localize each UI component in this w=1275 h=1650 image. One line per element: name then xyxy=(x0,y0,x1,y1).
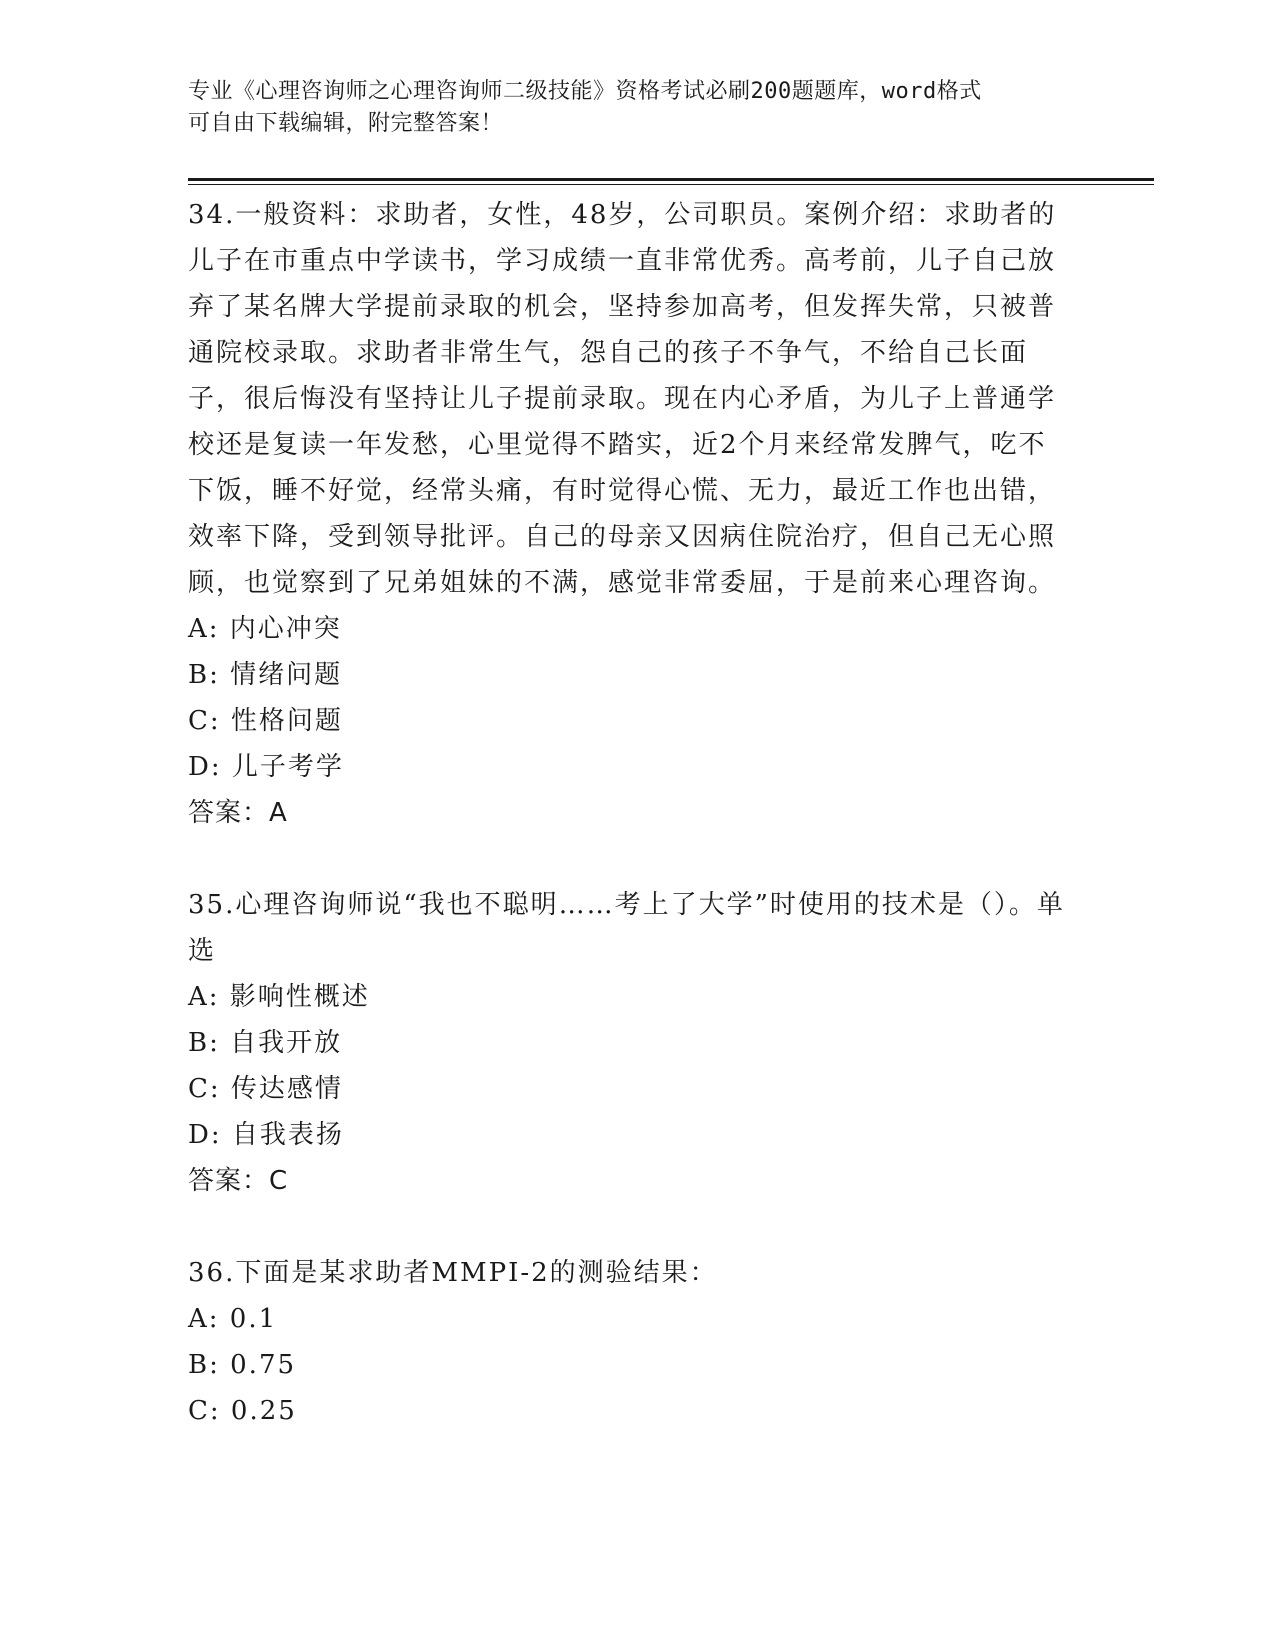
question-34 xyxy=(188,192,1088,836)
option-d: D: 儿子考学 xyxy=(188,752,344,782)
header-line-1: 专业《心理咨询师之心理咨询师二级技能》资格考试必刷200题题库，word格式 xyxy=(188,79,982,104)
question-text: 34.一般资料：求助者，女性，48岁，公司职员。案例介绍：求助者的儿子在市重点中学读书，学习成绩一直非常优秀。高考前，儿子自己放弃了某名牌大学提前录取的机会，坚持参加高考，但发挥失常，只被普通院校录取。求助者非常生气，怨自己的孩子不争气，不给自己长面子，很后悔没有坚持让儿子提前录取。现在内心矛盾，为儿子上普通学校还是复读一年发愁，心里觉得不踏实，近2个月来经常发脾气，吃不下饭，睡不好觉，经常头痛，有时觉得心慌、无力，最近工作也出错，效率下降，受到领导批评。自己的母亲又因病住院治疗，但自己无心照顾，也觉察到了兄弟姐妹的不满，感觉非常委屈，于是前来心理咨询。 xyxy=(188,200,1057,598)
header-line-2: 可自由下载编辑，附完整答案！ xyxy=(188,111,504,136)
question-spacer xyxy=(188,1204,1088,1250)
option-b: B: 自我开放 xyxy=(188,1028,343,1058)
option-a: A: 内心冲突 xyxy=(188,614,342,644)
answer: 答案：C xyxy=(188,1166,289,1196)
header-rule-thin xyxy=(188,184,1154,185)
answer: 答案：A xyxy=(188,798,288,828)
question-35 xyxy=(188,882,1088,1204)
option-c: C: 传达感情 xyxy=(188,1074,343,1104)
document-header xyxy=(188,76,1088,140)
option-d: D: 自我表扬 xyxy=(188,1120,344,1150)
option-a: A: 影响性概述 xyxy=(188,982,370,1012)
question-text: 36.下面是某求助者MMPI-2的测验结果： xyxy=(188,1258,718,1288)
option-b: B: 0.75 xyxy=(188,1350,297,1380)
header-rule-thick xyxy=(188,178,1154,181)
option-a: A: 0.1 xyxy=(188,1304,278,1334)
question-spacer xyxy=(188,836,1088,882)
question-text: 35.心理咨询师说“我也不聪明……考上了大学”时使用的技术是（）。单选 xyxy=(188,890,1065,966)
question-list xyxy=(188,192,1088,1434)
option-b: B: 情绪问题 xyxy=(188,660,343,690)
option-c: C: 性格问题 xyxy=(188,706,343,736)
option-c: C: 0.25 xyxy=(188,1396,297,1426)
question-36 xyxy=(188,1250,1088,1434)
